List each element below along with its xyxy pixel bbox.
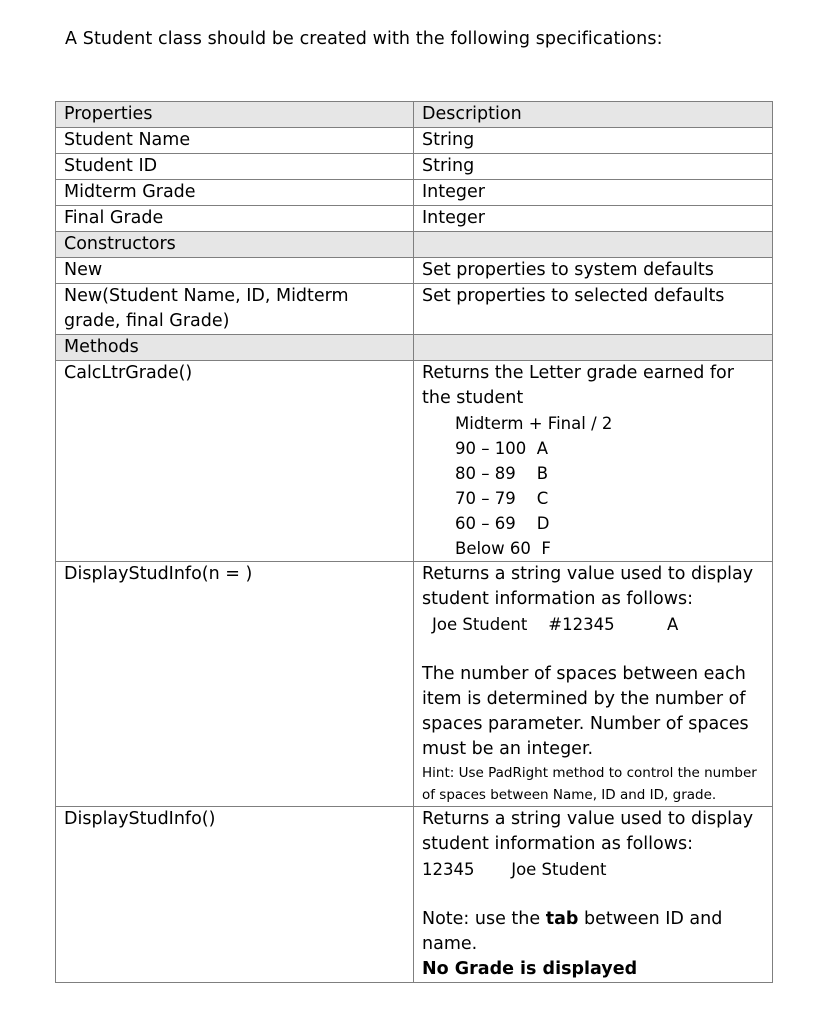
header-description: Description <box>414 102 773 128</box>
section-label: Constructors <box>56 232 414 258</box>
note-bold: tab <box>545 909 579 929</box>
table-row <box>56 180 773 206</box>
section-label: Methods <box>56 335 414 361</box>
intro-text: A Student class should be created with the following specifications: <box>65 29 663 49</box>
method-name: DisplayStudInfo(n = ) <box>56 562 414 807</box>
calc-desc: Returns the Letter grade earned for the student <box>422 363 734 408</box>
method-desc <box>414 361 773 562</box>
constructor-name: New <box>56 258 414 284</box>
table-row <box>56 807 773 983</box>
header-properties: Properties <box>56 102 414 128</box>
display-example: 12345 Joe Student <box>422 860 607 879</box>
table-row <box>56 258 773 284</box>
table-row <box>56 361 773 562</box>
property-name: Final Grade <box>56 206 414 232</box>
display-desc: Returns a string value used to display student information as follows: <box>422 809 754 854</box>
grade-line: 90 – 100 A <box>455 439 549 458</box>
table-row <box>56 284 773 335</box>
display-n-hint: Hint: Use PadRight method to control the number of spaces between Name, ID and ID, grade. <box>422 765 757 803</box>
section-empty <box>414 335 773 361</box>
property-type: String <box>414 128 773 154</box>
display-n-example: Joe Student #12345 A <box>432 615 679 634</box>
property-name: Student Name <box>56 128 414 154</box>
grade-scale <box>422 411 764 561</box>
table-row <box>56 562 773 807</box>
grade-line: 80 – 89 B <box>455 464 549 483</box>
display-n-note: The number of spaces between each item is determined by the number of spaces parameter. Number of spaces must be an integer. <box>422 664 749 759</box>
constructor-desc: Set properties to system defaults <box>414 258 773 284</box>
grade-line: Below 60 F <box>455 539 551 558</box>
section-row-constructors <box>56 232 773 258</box>
note-pre: Note: use the <box>422 909 546 929</box>
table-header-row <box>56 102 773 128</box>
table-row <box>56 206 773 232</box>
note-post: between ID and name. <box>422 909 723 954</box>
grade-line: 70 – 79 C <box>455 489 549 508</box>
spacer <box>422 882 764 907</box>
spacer <box>422 637 764 662</box>
grade-formula: Midterm + Final / 2 <box>455 414 613 433</box>
spec-table <box>55 101 773 983</box>
constructor-name: New(Student Name, ID, Midterm grade, final Grade) <box>56 284 414 335</box>
display-note <box>422 907 764 957</box>
method-name: CalcLtrGrade() <box>56 361 414 562</box>
property-name: Student ID <box>56 154 414 180</box>
property-name: Midterm Grade <box>56 180 414 206</box>
method-desc <box>414 562 773 807</box>
property-type: String <box>414 154 773 180</box>
property-type: Integer <box>414 180 773 206</box>
no-grade-bold: No Grade is displayed <box>422 959 638 979</box>
no-grade-note <box>422 957 764 982</box>
table-row <box>56 128 773 154</box>
section-empty <box>414 232 773 258</box>
section-row-methods <box>56 335 773 361</box>
display-n-desc: Returns a string value used to display student information as follows: <box>422 564 754 609</box>
constructor-desc: Set properties to selected defaults <box>414 284 773 335</box>
grade-line: 60 – 69 D <box>455 514 550 533</box>
method-name: DisplayStudInfo() <box>56 807 414 983</box>
table-row <box>56 154 773 180</box>
method-desc <box>414 807 773 983</box>
property-type: Integer <box>414 206 773 232</box>
